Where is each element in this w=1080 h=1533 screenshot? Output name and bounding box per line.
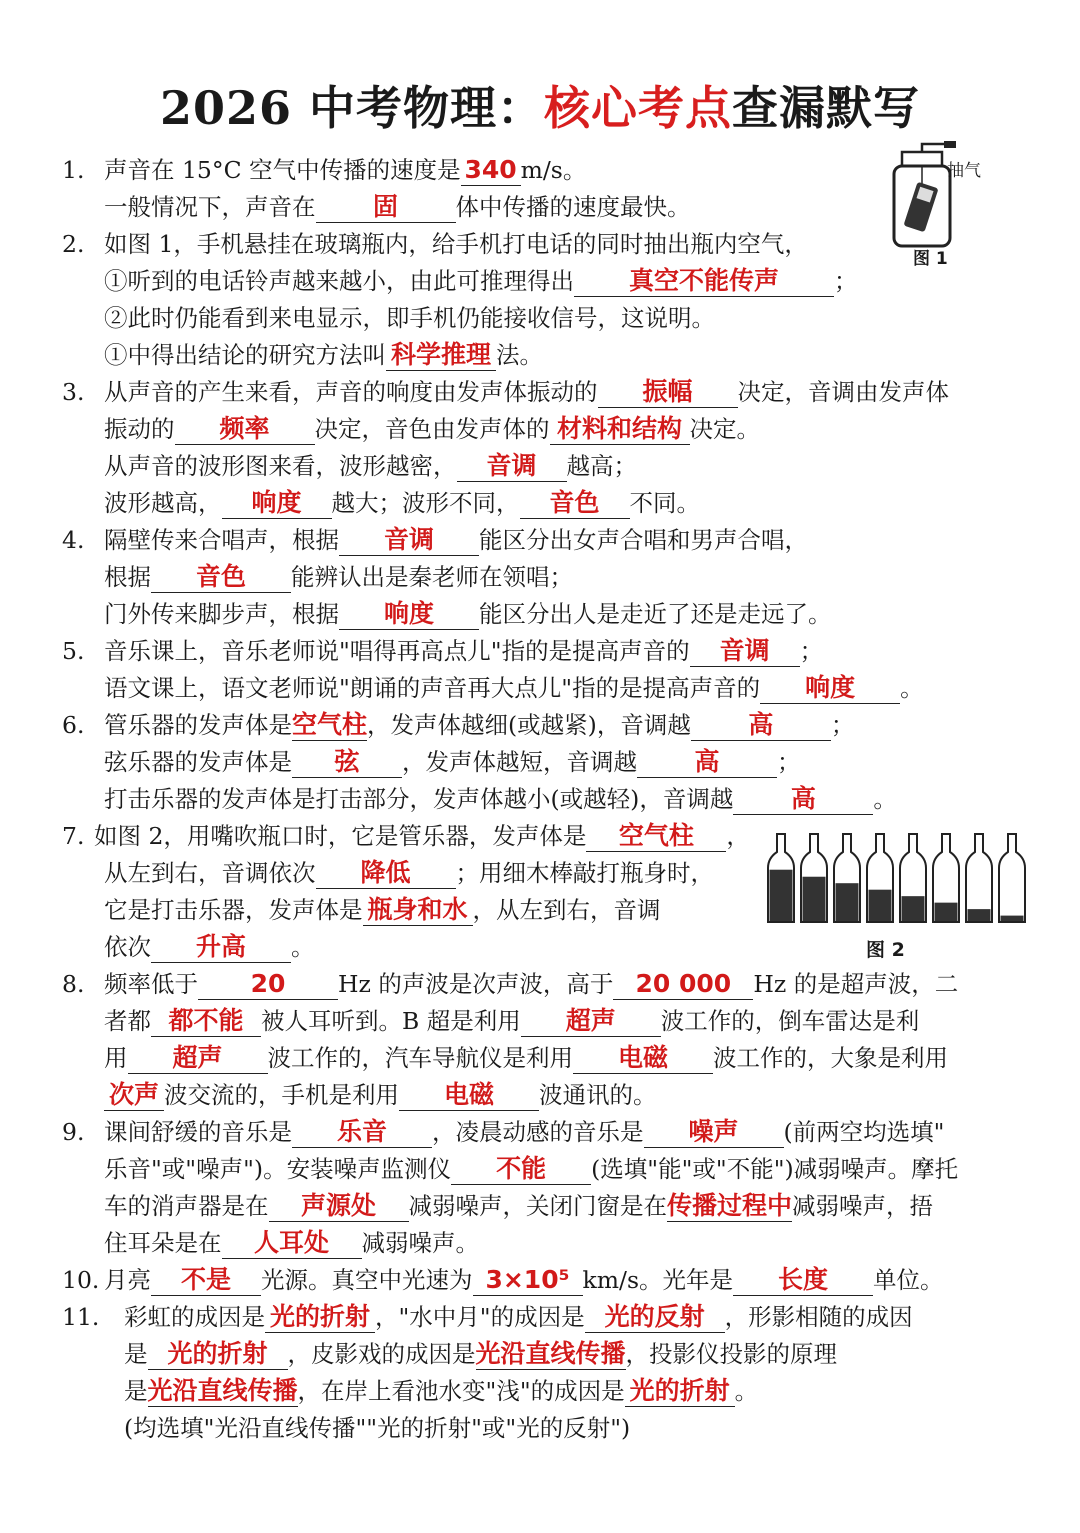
question-text: ②此时仍能看到来电显示，即手机仍能接收信号，这说明。	[104, 304, 715, 332]
title-part1: 2026 中考物理：	[159, 81, 545, 135]
question-line	[62, 1114, 1022, 1151]
answer-blank: 噪声	[644, 1117, 784, 1148]
question-text: 乐音"或"噪声")。安装噪声监测仪	[104, 1155, 452, 1183]
question-line	[62, 855, 1022, 892]
question-line	[62, 226, 1022, 263]
question-text: ，发声体越细(或越紧)，音调越	[367, 711, 691, 739]
question-text: 。	[734, 1377, 759, 1405]
answer-blank: 超声	[521, 1006, 661, 1037]
question-line	[62, 1225, 1022, 1262]
answer-blank: 超声	[128, 1043, 268, 1074]
question-text: 语文课上，语文老师说"朗诵的声音再大点儿"指的是提高声音的	[104, 674, 761, 702]
question-line	[62, 559, 1022, 596]
question-text: 。	[900, 674, 924, 702]
question-line	[62, 152, 1022, 189]
question-text: 依次	[104, 933, 151, 961]
question-text: 声音在 15°C 空气中传播的速度是	[104, 156, 461, 184]
question-line	[62, 744, 1022, 781]
question-text: 越大；波形不同，	[331, 489, 520, 517]
figure-1-pump-label: 抽气	[947, 161, 981, 181]
question-text: 波通讯的。	[539, 1081, 657, 1109]
answer-blank: 降低	[316, 858, 456, 889]
title-part3: 查漏默写	[732, 81, 921, 135]
question-line	[62, 633, 1022, 670]
question-line	[62, 818, 1022, 855]
question-text: 隔壁传来合唱声，根据	[104, 526, 339, 554]
question-line	[62, 263, 1022, 300]
question-line	[62, 300, 1022, 337]
answer-blank: 不是	[151, 1265, 261, 1296]
question-text: 。	[291, 933, 315, 961]
question-text: 能区分出女声合唱和男声合唱，	[479, 526, 808, 554]
question-text: 是	[124, 1377, 148, 1405]
answer-blank: 不能	[451, 1154, 591, 1185]
answer-blank: 3×10⁵	[473, 1265, 583, 1296]
question-text: 根据	[104, 563, 151, 591]
answer-blank: 光的折射	[148, 1339, 288, 1370]
question-text: Hz 的是超声波，二	[753, 970, 959, 998]
question-text: 决定，音调由发声体	[737, 378, 949, 406]
question-text: 减弱噪声，关闭门窗是在	[408, 1192, 667, 1220]
question-number: 5.	[62, 637, 85, 665]
question-text: 如图 1，手机悬挂在玻璃瓶内，给手机打电话的同时抽出瓶内空气，	[104, 230, 808, 258]
question-text: 不同。	[629, 489, 700, 517]
question-number: 3.	[62, 378, 85, 406]
question-text: ①中得出结论的研究方法叫	[104, 341, 386, 369]
question-line	[62, 1003, 1022, 1040]
question-text: 被人耳听到。B 超是利用	[261, 1007, 521, 1035]
question-text: 决定，音色由发声体的	[314, 415, 550, 443]
answer-blank: 弦	[292, 747, 402, 778]
question-line	[62, 670, 1022, 707]
answer-blank: 20	[198, 969, 338, 1000]
question-text: 弦乐器的发声体是	[104, 748, 292, 776]
answer-blank: 电磁	[573, 1043, 713, 1074]
question-text: 振动的	[104, 415, 175, 443]
title-part2: 核心考点	[544, 81, 733, 135]
question-line	[62, 1336, 1022, 1373]
answer-blank: 光的反射	[585, 1302, 725, 1333]
answer-blank: 响度	[222, 488, 332, 519]
question-text: 课间舒缓的音乐是	[104, 1118, 292, 1146]
question-text: 门外传来脚步声，根据	[104, 600, 339, 628]
answer-blank: 固	[316, 192, 456, 223]
question-text: 打击乐器的发声体是打击部分，发声体越小(或越轻)，音调越	[104, 785, 734, 813]
question-text: Hz 的声波是次声波，高于	[338, 970, 614, 998]
question-line	[62, 966, 1022, 1003]
answer-blank: 音调	[457, 451, 567, 482]
answer-blank: 音调	[690, 636, 800, 667]
question-text: 从声音的产生来看，声音的响度由发声体振动的	[104, 378, 598, 406]
question-number: 11.	[62, 1303, 100, 1331]
question-text: 频率低于	[104, 970, 198, 998]
question-text: 波形越高，	[104, 489, 222, 517]
question-text: ，凌晨动感的音乐是	[432, 1118, 644, 1146]
question-text: 如图 2，用嘴吹瓶口时，它是管乐器，发声体是	[94, 822, 587, 850]
question-text: 波工作的，倒车雷达是利	[660, 1007, 920, 1035]
question-line	[62, 1188, 1022, 1225]
answer-blank: 音色	[520, 488, 630, 519]
question-text: 住耳朵是在	[104, 1229, 222, 1257]
answer-blank: 次声	[104, 1080, 164, 1111]
question-line	[62, 892, 1022, 929]
page-title	[0, 72, 1080, 138]
answer-blank: 升高	[151, 932, 291, 963]
question-text: ①听到的电话铃声越来越小，由此可推理得出	[104, 267, 574, 295]
answer-blank: 高	[733, 784, 873, 815]
question-text: 一般情况下，声音在	[104, 193, 316, 221]
answer-blank: 振幅	[598, 377, 738, 408]
figure-2-label: 图 2	[866, 939, 905, 961]
question-number: 10.	[62, 1266, 100, 1294]
question-line	[62, 411, 1022, 448]
answer-blank: 乐音	[292, 1117, 432, 1148]
question-text: ，"水中月"的成因是	[375, 1303, 585, 1331]
question-number: 4.	[62, 526, 85, 554]
question-text: 光源。真空中光速为	[261, 1266, 473, 1294]
question-number: 9.	[62, 1118, 85, 1146]
answer-blank: 音色	[151, 562, 291, 593]
question-text: 波工作的，大象是利用	[713, 1044, 948, 1072]
question-line	[62, 1299, 1022, 1336]
question-text: 音乐课上，音乐老师说"唱得再高点儿"指的是提高声音的	[104, 637, 690, 665]
question-line	[62, 1151, 1022, 1188]
answer-blank: 响度	[339, 599, 479, 630]
answer-blank: 340	[461, 155, 521, 186]
answer-blank: 频率	[175, 414, 315, 445]
question-line	[62, 1373, 1022, 1410]
question-text: ，在岸上看池水变"浅"的成因是	[297, 1377, 625, 1405]
question-line	[62, 1077, 1022, 1114]
question-text: 者都	[104, 1007, 151, 1035]
question-text: 它是打击乐器，发声体是	[104, 896, 363, 924]
question-list	[62, 152, 1022, 1447]
question-text: 彩虹的成因是	[124, 1303, 265, 1331]
answer-blank: 长度	[733, 1265, 873, 1296]
question-text: ，形影相随的成因	[724, 1303, 913, 1331]
question-line	[62, 337, 1022, 374]
answer-blank: 材料和结构	[550, 414, 690, 445]
question-text: 车的消声器是在	[104, 1192, 269, 1220]
question-line	[62, 485, 1022, 522]
question-line	[62, 596, 1022, 633]
question-number: 7.	[62, 822, 85, 850]
question-text: 从左到右，音调依次	[104, 859, 316, 887]
question-text: ，	[726, 822, 750, 850]
question-text: (选填"能"或"不能")减弱噪声。摩托	[591, 1155, 959, 1183]
question-text: 波交流的，手机是利用	[164, 1081, 399, 1109]
question-line	[62, 1262, 1022, 1299]
question-text: 减弱噪声，捂	[792, 1192, 934, 1220]
question-text: (均选填"光沿直线传播""光的折射"或"光的反射")	[124, 1414, 631, 1442]
question-text: ；	[799, 637, 824, 665]
answer-blank: 光沿直线传播	[475, 1339, 626, 1368]
question-text: (前两空均选填"	[783, 1118, 945, 1146]
question-line	[62, 707, 1022, 744]
question-text: ；	[830, 711, 855, 739]
question-text: 越高；	[566, 452, 637, 480]
answer-blank: 声源处	[269, 1191, 409, 1222]
question-text: 管乐器的发声体是	[104, 711, 292, 739]
answer-blank: 都不能	[151, 1006, 261, 1037]
question-text: 减弱噪声。	[361, 1229, 479, 1257]
answer-blank: 人耳处	[222, 1228, 362, 1259]
answer-blank: 光沿直线传播	[147, 1376, 298, 1405]
question-number: 8.	[62, 970, 85, 998]
question-line	[62, 189, 1022, 226]
question-text: m/s。	[520, 156, 587, 184]
question-text: ，从左到右，音调	[472, 896, 661, 924]
question-text: 波工作的，汽车导航仪是利用	[267, 1044, 573, 1072]
answer-blank: 光的折射	[265, 1302, 375, 1333]
question-text: km/s。光年是	[582, 1266, 734, 1294]
question-text: 。	[873, 785, 897, 813]
answer-blank: 高	[637, 747, 777, 778]
answer-blank: 音调	[339, 525, 479, 556]
question-line	[62, 522, 1022, 559]
question-text: ，皮影戏的成因是	[287, 1340, 476, 1368]
answer-blank: 响度	[760, 673, 900, 704]
answer-blank: 20 000	[613, 969, 753, 1000]
question-number: 1.	[62, 156, 85, 184]
question-number: 6.	[62, 711, 85, 739]
question-line	[62, 781, 1022, 818]
question-line	[62, 374, 1022, 411]
question-text: ；	[834, 267, 858, 295]
question-text: 能区分出人是走近了还是走远了。	[479, 600, 832, 628]
question-line	[62, 448, 1022, 485]
question-text: ，投影仪投影的原理	[625, 1340, 838, 1368]
figure-1-label: 图 1	[913, 249, 948, 269]
answer-blank: 瓶身和水	[363, 895, 473, 926]
question-text: ；用细木棒敲打瓶身时，	[455, 859, 714, 887]
answer-blank: 光的折射	[625, 1376, 735, 1407]
answer-blank: 科学推理	[386, 340, 496, 371]
question-line	[62, 1040, 1022, 1077]
question-text: 用	[104, 1044, 128, 1072]
question-number: 2.	[62, 230, 85, 258]
answer-blank: 空气柱	[586, 821, 726, 852]
question-line	[62, 1410, 1022, 1447]
question-text: 体中传播的速度最快。	[455, 193, 691, 221]
answer-blank: 传播过程中	[667, 1191, 793, 1220]
answer-blank: 空气柱	[292, 710, 368, 739]
question-text: 月亮	[104, 1266, 151, 1294]
answer-blank: 电磁	[399, 1080, 539, 1111]
question-text: 是	[124, 1340, 148, 1368]
question-text: 单位。	[873, 1266, 944, 1294]
question-text: ；	[777, 748, 801, 776]
question-text: ，发声体越短，音调越	[402, 748, 637, 776]
answer-blank: 真空不能传声	[574, 266, 834, 297]
question-text: 决定。	[689, 415, 760, 443]
question-text: 能辨认出是秦老师在领唱；	[291, 563, 573, 591]
answer-blank: 高	[691, 710, 831, 741]
question-text: 法。	[496, 341, 543, 369]
question-text: 从声音的波形图来看，波形越密，	[104, 452, 457, 480]
question-line	[62, 929, 1022, 966]
